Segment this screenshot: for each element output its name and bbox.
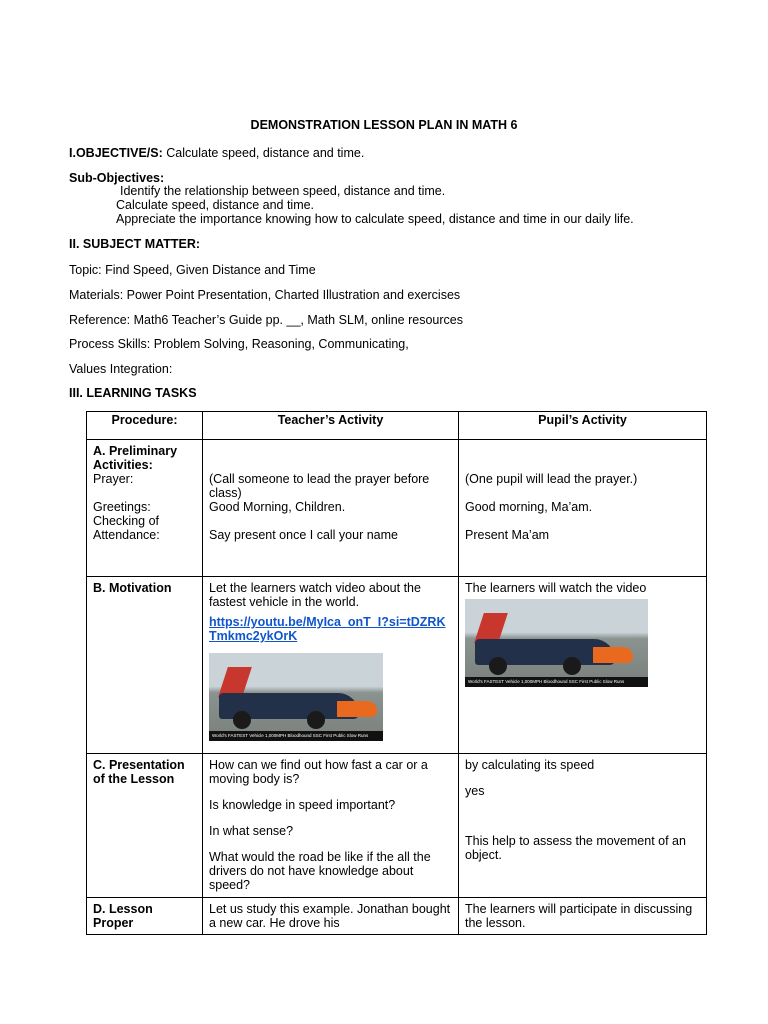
lesson-proper-teacher-text: Let us study this example. Jonathan bought a new car. He drove his [209, 902, 451, 930]
presentation-answer-1: by calculating its speed [465, 758, 595, 772]
presentation-question-4: What would the road be like if the all the drivers do not have knowledge about speed? [209, 850, 431, 892]
header-teacher-activity: Teacher’s Activity [203, 412, 459, 440]
header-pupil-activity: Pupil’s Activity [459, 412, 707, 440]
objective-label: I.OBJECTIVE/S: [69, 146, 163, 160]
car-wheel-shape [489, 657, 507, 675]
motivation-procedure-cell [87, 577, 203, 754]
table-row-presentation [87, 754, 707, 898]
values-line: Values Integration: [69, 362, 173, 376]
objective-text: Calculate speed, distance and time. [162, 146, 365, 160]
motivation-pupil-cell [459, 577, 707, 754]
table-row-lesson-proper [87, 898, 707, 935]
prayer-label: Prayer: [93, 472, 134, 486]
objective-line [69, 146, 364, 160]
car-wheel-shape [233, 711, 251, 729]
pupil-prayer: (One pupil will lead the prayer.) [465, 472, 638, 486]
lesson-proper-pupil-text: The learners will participate in discussing the lesson. [465, 902, 693, 930]
page-title: DEMONSTRATION LESSON PLAN IN MATH 6 [250, 118, 518, 132]
motivation-teacher-text: Let the learners watch video about the fastest vehicle in the world. [209, 581, 421, 609]
presentation-question-1: How can we find out how fast a car or a moving body is? [209, 758, 428, 786]
presentation-question-3: In what sense? [209, 824, 294, 838]
learning-tasks-label: III. LEARNING TASKS [69, 386, 197, 400]
table-row-motivation [87, 577, 707, 754]
motivation-title: B. Motivation [93, 581, 172, 595]
video-thumbnail-image-2 [465, 599, 648, 687]
topic-line: Topic: Find Speed, Given Distance and Time [69, 263, 316, 277]
process-skills-line: Process Skills: Problem Solving, Reasoning, Communicating, [69, 337, 409, 351]
pupil-attendance: Present Ma’am [465, 528, 550, 542]
video-thumbnail-image[interactable] [209, 653, 383, 741]
car-nose-shape [337, 701, 377, 717]
lesson-proper-procedure-cell [87, 898, 203, 935]
presentation-pupil-cell [459, 754, 707, 898]
preliminary-title: A. Preliminary Activities: [93, 444, 178, 472]
reference-line: Reference: Math6 Teacher’s Guide pp. __, Math SLM, online resources [69, 313, 463, 327]
presentation-answer-2: yes [465, 784, 485, 798]
lesson-proper-pupil-cell [459, 898, 707, 935]
motivation-pupil-text: The learners will watch the video [465, 581, 647, 595]
thumbnail-caption: World's FASTEST Vehicle 1,000MPH Bloodhound SSC First Public Slow Runs [209, 731, 383, 741]
car-nose-shape [593, 647, 633, 663]
presentation-question-2: Is knowledge in speed important? [209, 798, 396, 812]
sub-objective-3: Appreciate the importance knowing how to calculate speed, distance and time in our daily life. [116, 212, 634, 226]
preliminary-procedure-cell [87, 440, 203, 577]
presentation-answer-3: This help to assess the movement of an object. [465, 834, 686, 862]
header-procedure: Procedure: [87, 412, 203, 440]
table-row-preliminary [87, 440, 707, 577]
presentation-teacher-cell [203, 754, 459, 898]
preliminary-pupil-cell [459, 440, 707, 577]
materials-line: Materials: Power Point Presentation, Charted Illustration and exercises [69, 288, 461, 302]
car-wheel-shape [307, 711, 325, 729]
attendance-label: Checking of Attendance: [93, 514, 160, 542]
sub-objectives-label: Sub-Objectives: [69, 171, 165, 185]
preliminary-teacher-cell [203, 440, 459, 577]
teacher-greeting: Good Morning, Children. [209, 500, 346, 514]
subject-matter-label: II. SUBJECT MATTER: [69, 237, 201, 251]
pupil-greeting: Good morning, Ma’am. [465, 500, 593, 514]
lesson-proper-teacher-cell [203, 898, 459, 935]
presentation-procedure-cell [87, 754, 203, 898]
learning-tasks-table [86, 411, 707, 935]
table-header-row [87, 412, 707, 440]
sub-objective-1: Identify the relationship between speed, distance and time. [120, 184, 446, 198]
teacher-attendance: Say present once I call your name [209, 528, 398, 542]
thumbnail-caption: World's FASTEST Vehicle 1,000MPH Bloodhound SSC First Public Slow Runs [465, 677, 648, 687]
greetings-label: Greetings: [93, 500, 151, 514]
motivation-teacher-cell [203, 577, 459, 754]
video-link[interactable]: https://youtu.be/MyIca_onT_I?si=tDZRKTmkmc2ykOrK [209, 615, 446, 643]
lesson-proper-title: D. Lesson Proper [93, 902, 153, 930]
sub-objective-2: Calculate speed, distance and time. [116, 198, 315, 212]
presentation-title: C. Presentation of the Lesson [93, 758, 185, 786]
car-wheel-shape [563, 657, 581, 675]
teacher-prayer: (Call someone to lead the prayer before class) [209, 472, 430, 500]
